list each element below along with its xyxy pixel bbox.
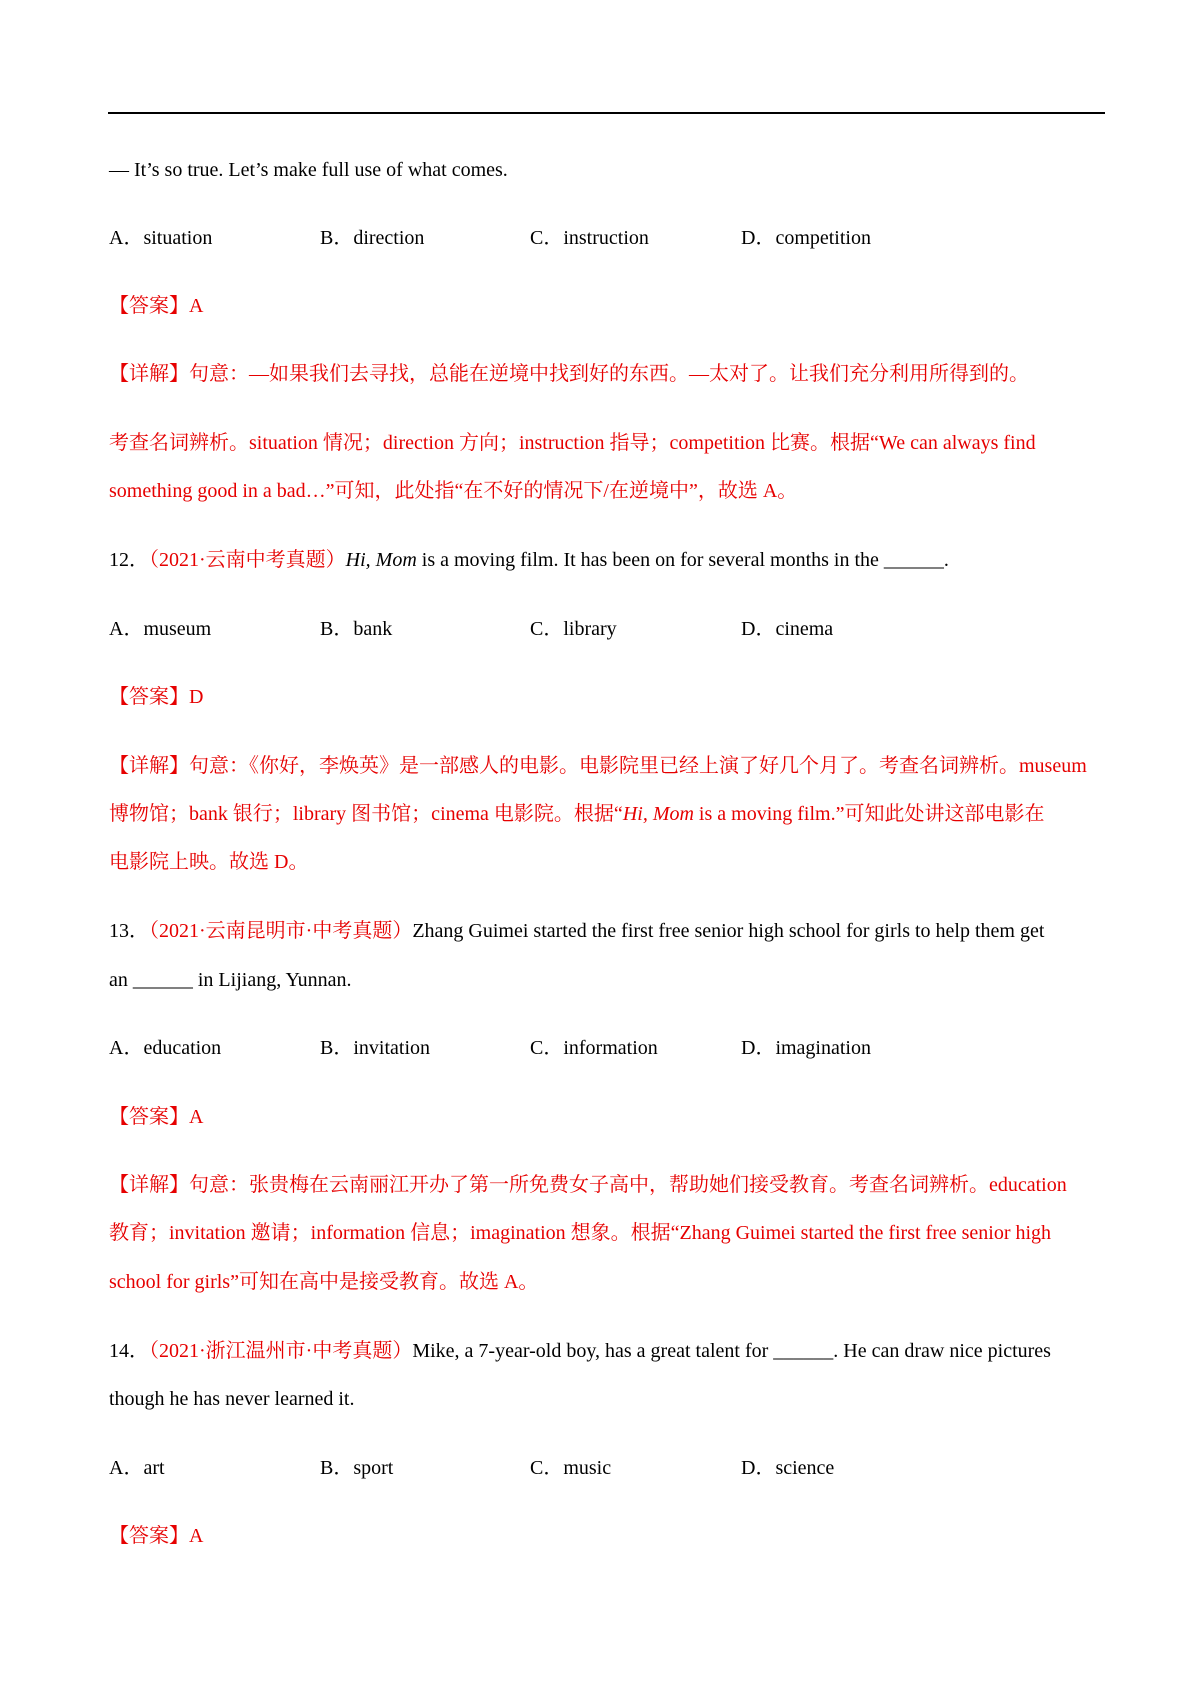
q13-number: 13． <box>109 920 149 942</box>
q12-detail-text-c: is a moving film.”可知此处讲这部电影在 <box>693 803 1045 825</box>
q14-option-c: C．music <box>530 1457 612 1479</box>
q11-detail-line-1: 【详解】句意：—如果我们去寻找，总能在逆境中找到好的东西。—太对了。让我们充分利用所得到的。 <box>109 363 1029 385</box>
q11-option-d: D．competition <box>741 227 871 249</box>
q14-number: 14． <box>109 1340 149 1362</box>
q13-stem-text: Zhang Guimei started the first free senior high school for girls to help them get <box>412 920 1045 942</box>
q11-option-b: B．direction <box>320 227 425 249</box>
q12-option-a: A．museum <box>109 618 212 640</box>
q13-stem-line-2: an ______ in Lijiang, Yunnan. <box>109 969 352 991</box>
q13-option-d: D．imagination <box>741 1037 871 1059</box>
q12-number: 12． <box>109 549 149 571</box>
q12-option-b: B．bank <box>320 618 393 640</box>
q11-detail-line-2: 考查名词辨析。situation 情况；direction 方向；instruction 指导；competition 比赛。根据“We can always find <box>109 432 1036 454</box>
q13-detail-line-1: 【详解】句意：张贵梅在云南丽江开办了第一所免费女子高中，帮助她们接受教育。考查名词辨析。education <box>109 1174 1067 1196</box>
q13-option-b: B．invitation <box>320 1037 430 1059</box>
q12-detail-text-a: 博物馆；bank 银行；library 图书馆；cinema 电影院。根据“ <box>109 803 623 825</box>
q12-detail-film-title: Hi, Mom <box>622 803 694 825</box>
q12-detail-line-2 <box>109 801 1044 827</box>
q14-answer: 【答案】A <box>109 1525 204 1547</box>
q12-source: （2021·云南中考真题） <box>149 549 346 571</box>
q13-answer: 【答案】A <box>109 1106 204 1128</box>
q12-option-d: D．cinema <box>741 618 834 640</box>
q13-source: （2021·云南昆明市·中考真题） <box>149 920 413 942</box>
q12-option-c: C．library <box>530 618 617 640</box>
q14-stem-line-2: though he has never learned it. <box>109 1388 355 1410</box>
q13-option-c: C．information <box>530 1037 658 1059</box>
q13-detail-line-3: school for girls”可知在高中是接受教育。故选 A。 <box>109 1271 539 1293</box>
q12-answer: 【答案】D <box>109 686 204 708</box>
q14-option-a: A．art <box>109 1457 165 1479</box>
q12-stem-text: is a moving film. It has been on for several months in the ______. <box>416 549 949 571</box>
q14-option-d: D．science <box>741 1457 835 1479</box>
q13-detail-line-2: 教育；invitation 邀请；information 信息；imagination 想象。根据“Zhang Guimei started the first free senior high <box>109 1222 1052 1244</box>
q14-source: （2021·浙江温州市·中考真题） <box>149 1340 413 1362</box>
q11-detail-line-3: something good in a bad…”可知，此处指“在不好的情况下/在逆境中”，故选 A。 <box>109 480 798 502</box>
q11-dialogue-line: — It’s so true. Let’s make full use of what comes. <box>109 159 508 181</box>
header-rule <box>108 112 1105 114</box>
q13-option-a: A．education <box>109 1037 222 1059</box>
q12-film-title: Hi, Mom <box>345 549 417 571</box>
q14-option-b: B．sport <box>320 1457 394 1479</box>
q11-answer: 【答案】A <box>109 295 204 317</box>
q12-detail-line-3: 电影院上映。故选 D。 <box>109 851 309 873</box>
q11-option-c: C．instruction <box>530 227 649 249</box>
q14-stem-text: Mike, a 7-year-old boy, has a great talent for ______. He can draw nice pictures <box>412 1340 1051 1362</box>
q11-option-a: A．situation <box>109 227 213 249</box>
q12-detail-line-1: 【详解】句意：《你好，李焕英》是一部感人的电影。电影院里已经上演了好几个月了。考查名词辨析。museum <box>109 755 1087 777</box>
q13-stem-line-1 <box>109 918 1044 944</box>
q12-stem <box>109 547 949 573</box>
q14-stem-line-1 <box>109 1338 1051 1364</box>
